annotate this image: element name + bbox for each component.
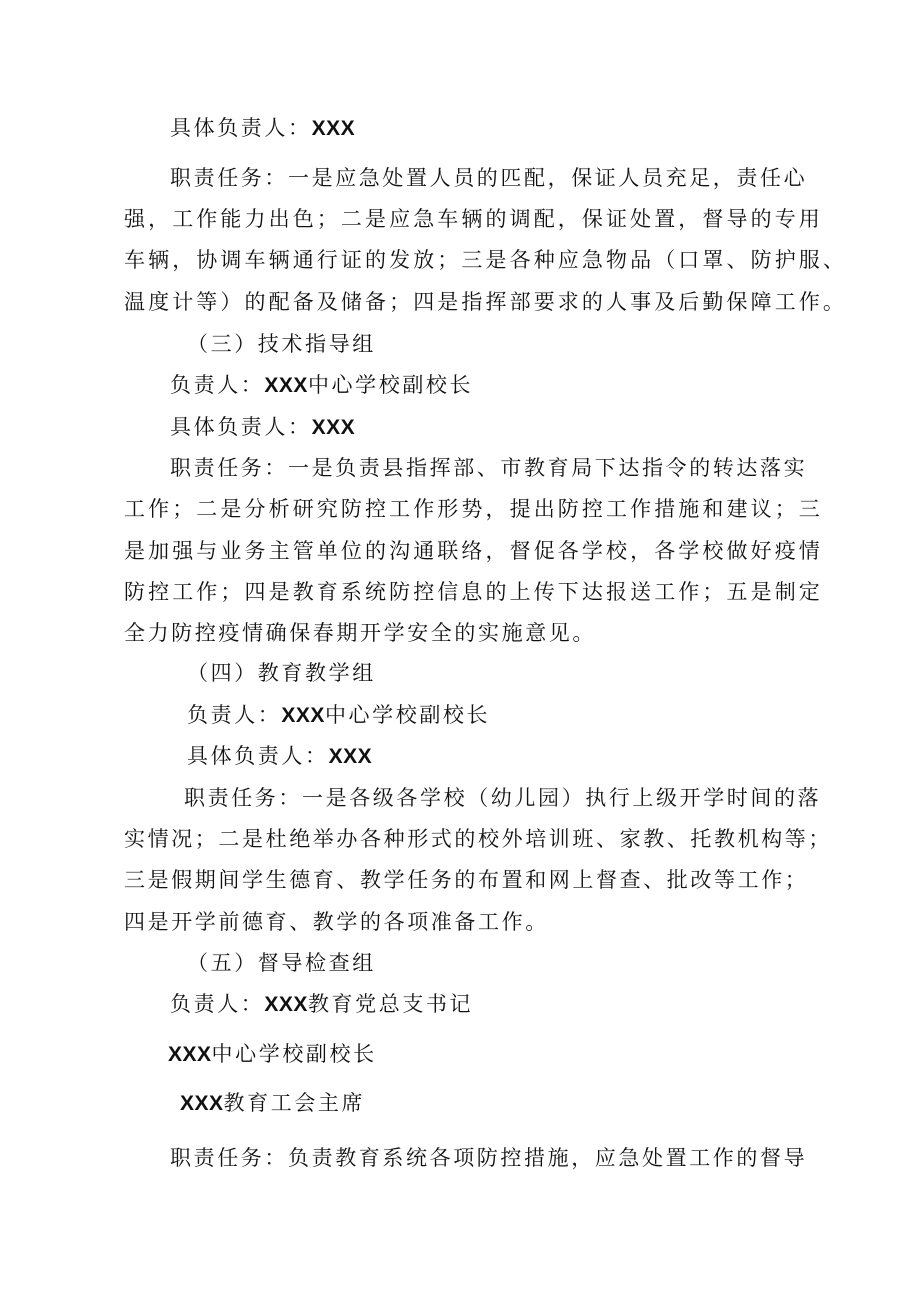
- specific-responsible-person: [187, 741, 372, 772]
- person-title: 教育工会主席: [223, 1091, 366, 1115]
- duty-paragraph-line: 四是开学前德育、教学的各项准备工作。: [124, 910, 549, 934]
- person-title: 中心学校副校长: [211, 1042, 377, 1066]
- person-name: XXX: [264, 374, 308, 397]
- specific-responsible-person: [170, 412, 355, 443]
- duty-paragraph-line: 职责任务：一是负责县指挥部、市教育局下达指令的转达落实: [170, 456, 808, 480]
- section-heading: （五）督导检查组: [187, 951, 376, 975]
- duty-paragraph-line: 防控工作；四是教育系统防控信息的上传下达报送工作；五是制定: [124, 580, 823, 604]
- person-name: XXX: [180, 1092, 224, 1115]
- duty-paragraph-line: 是加强与业务主管单位的沟通联络，督促各学校，各学校做好疫情: [124, 539, 823, 563]
- duty-paragraph-line: 温度计等）的配备及储备；四是指挥部要求的人事及后勤保障工作。: [124, 290, 847, 314]
- label: 具体负责人：: [170, 116, 312, 140]
- duty-paragraph-line: 工作；二是分析研究防控工作形势，提出防控工作措施和建议；三: [124, 497, 823, 521]
- duty-paragraph-line: 全力防控疫情确保春期开学安全的实施意见。: [124, 621, 596, 645]
- duty-paragraph-line: 三是假期间学生德育、教学任务的布置和网上督查、批改等工作；: [124, 868, 809, 892]
- group-member: [180, 1088, 365, 1119]
- group-leader: [170, 989, 473, 1020]
- group-leader: [187, 700, 490, 731]
- duty-paragraph-line: 强，工作能力出色；二是应急车辆的调配，保证处置，督导的专用: [124, 207, 823, 231]
- label: 具体负责人：: [187, 744, 329, 768]
- section-heading: （四）教育教学组: [187, 661, 376, 685]
- duty-paragraph-line: 职责任务：一是应急处置人员的匹配，保证人员充足，责任心: [170, 166, 808, 190]
- label: 负责人：: [170, 992, 265, 1016]
- label: 负责人：: [170, 373, 265, 397]
- label: 具体负责人：: [170, 415, 312, 439]
- person-title: 中心学校副校长: [324, 703, 491, 727]
- person-title: 中心学校副校长: [307, 373, 474, 397]
- label: 负责人：: [187, 703, 282, 727]
- duty-paragraph-line: 实情况；二是杜绝举办各种形式的校外培训班、家教、托教机构等；: [124, 827, 832, 851]
- section-heading: （三）技术指导组: [187, 332, 376, 356]
- duty-paragraph-line: 职责任务：一是各级各学校（幼儿园）执行上级开学时间的落: [184, 786, 822, 810]
- person-name: XXX: [328, 745, 373, 768]
- person-name: XXX: [168, 1043, 212, 1066]
- specific-responsible-person: [170, 113, 355, 144]
- person-name: XXX: [264, 993, 308, 1016]
- duty-paragraph-line: 车辆，协调车辆通行证的发放；三是各种应急物品（口罩、防护服、: [124, 248, 847, 272]
- person-name: XXX: [311, 416, 356, 439]
- group-leader: [170, 370, 473, 401]
- person-title: 教育党总支书记: [307, 992, 474, 1016]
- person-name: XXX: [281, 704, 325, 727]
- group-member: [168, 1039, 377, 1070]
- person-name: XXX: [311, 117, 356, 140]
- duty-paragraph-line: 职责任务：负责教育系统各项防控措施，应急处置工作的督导: [170, 1146, 808, 1170]
